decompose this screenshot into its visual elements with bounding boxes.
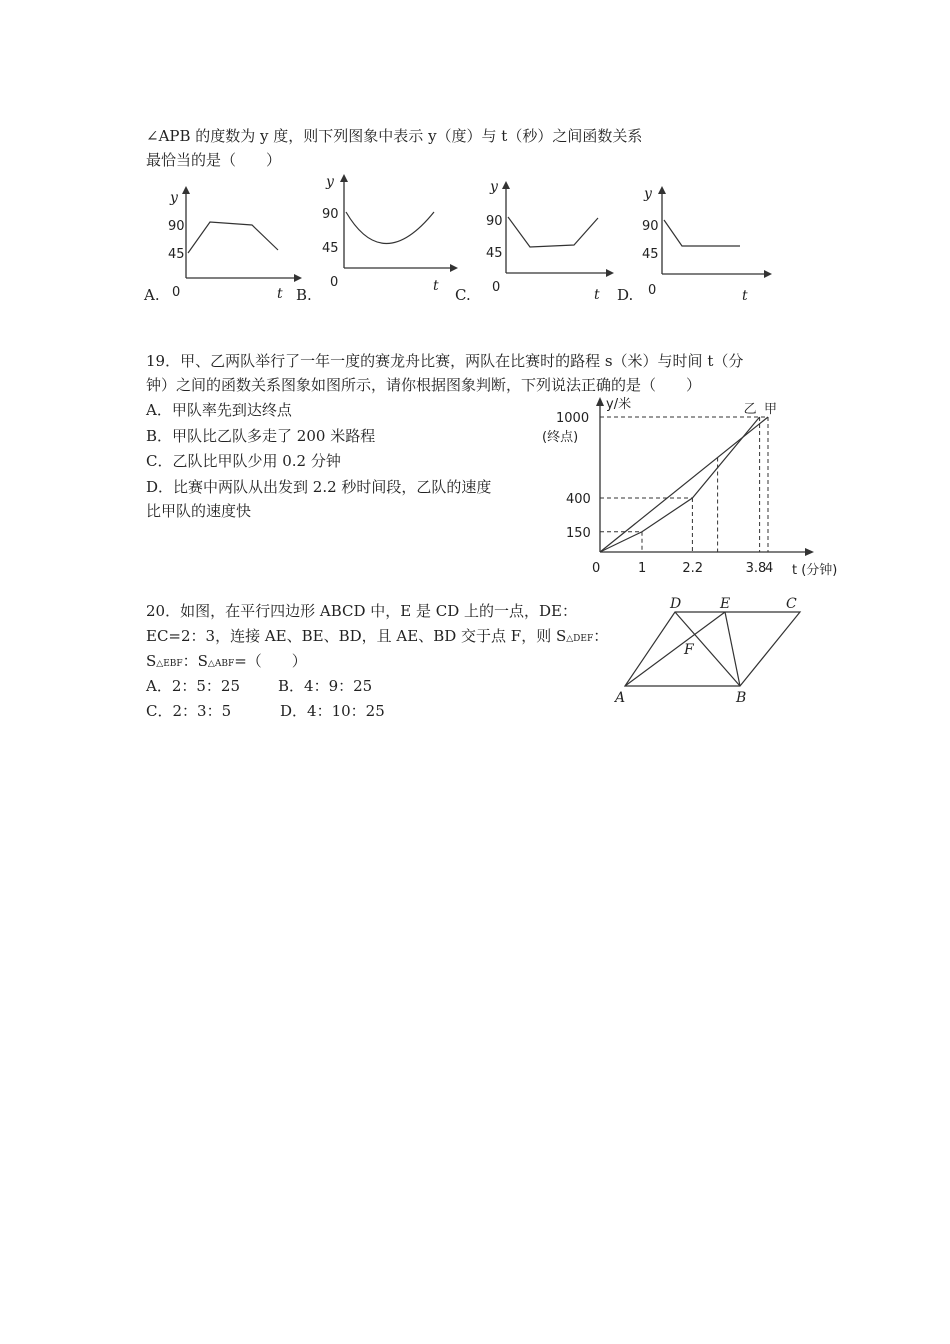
q19-option-c: C．乙队比甲队少用 0.2 分钟 [146,452,341,470]
q18-option-d: D. [617,286,634,304]
graph-a-tick-90: 90 [168,219,185,234]
q20-line1: 20．如图，在平行四边形 ABCD 中，E 是 CD 上的一点，DE： [146,602,577,620]
chart-y-label: y/米 [606,397,632,412]
graph-a-tick-45: 45 [168,247,185,262]
graph-c-tick-90: 90 [486,214,503,229]
graph-a-curve [188,222,278,253]
q20-option-c: C．2：3：5 [146,702,232,720]
segment-be [725,612,740,686]
graph-c-curve [508,217,598,247]
graph-d-y-label: y [644,186,652,202]
graph-c-tick-45: 45 [486,246,503,261]
q19-line2: 钟）之间的函数关系图象如图所示，请你根据图象判断，下列说法正确的是（ ） [146,376,702,394]
graph-d-tick-90: 90 [642,219,659,234]
point-e-label: E [720,596,731,612]
q20-figure [610,592,810,712]
x-tick-2: 2.2 [682,561,704,576]
y-tick-2: 1000 [556,411,590,426]
graph-c-origin: 0 [492,280,501,295]
q19-option-d-cont: 比甲队的速度快 [146,502,252,520]
parallelogram-abcd [625,612,800,686]
series-label-1: 乙 [743,402,757,417]
q19-option-d: D．比赛中两队从出发到 2.2 秒时间段，乙队的速度 [146,478,492,496]
graph-d-t-label: t [742,288,748,304]
q19-option-a: A．甲队率先到达终点 [146,401,292,419]
x-tick-1: 1 [638,561,647,576]
point-c-label: C [786,596,797,612]
q20-option-d: D．4：10：25 [280,702,385,720]
q19-option-b: B．甲队比乙队多走了 200 米路程 [146,427,376,445]
q18-line2: 最恰当的是（ ） [146,151,282,169]
x-tick-3: 3.8 [745,561,767,576]
q19-line1: 19．甲、乙两队举行了一年一度的赛龙舟比赛，两队在比赛时的路程 s（米）与时间 t（分 [146,352,744,370]
series-label-0: 甲 [764,402,778,417]
segment-ae [625,612,725,686]
q18-option-c: C. [455,286,471,304]
graph-b-origin: 0 [330,275,339,290]
q19-chart [530,392,860,582]
y-tick-0: 150 [566,525,591,541]
graph-d-tick-45: 45 [642,247,659,262]
graph-c [480,175,620,303]
graph-b-tick-90: 90 [322,207,339,222]
q20-option-a: A．2：5：25 [146,677,241,695]
graph-b [318,170,458,295]
graph-d-curve [664,220,740,246]
chart-x-label: t (分钟) [792,563,838,578]
q18-option-a: A. [144,286,160,304]
point-b-label: B [736,690,747,706]
graph-c-t-label: t [594,287,600,303]
point-f-label: F [684,642,694,658]
graph-d [640,180,780,304]
chart-y-sub-label: (终点) [542,430,579,445]
graph-d-origin: 0 [648,283,657,298]
graph-a-t-label: t [277,286,283,302]
graph-a-origin: 0 [172,285,181,300]
graph-b-y-label: y [326,174,334,190]
q20-line3: S△EBF：S△ABF=（ ） [146,652,307,670]
x-tick-0: 0 [592,561,601,576]
y-tick-1: 400 [566,492,591,507]
q20-option-b: B．4：9：25 [278,677,373,695]
graph-b-curve [346,212,434,244]
q18-line1: ∠APB 的度数为 y 度，则下列图象中表示 y（度）与 t（秒）之间函数关系 [146,127,643,145]
x-tick-4: 4 [765,561,774,576]
q18-option-b: B. [296,286,312,304]
point-d-label: D [670,596,682,612]
graph-a [160,180,300,300]
point-a-label: A [615,690,626,706]
graph-b-tick-45: 45 [322,241,339,256]
q20-line2: EC=2：3，连接 AE、BE、BD，且 AE、BD 交于点 F，则 S△DEF： [146,627,609,645]
graph-c-y-label: y [490,179,498,195]
graph-b-t-label: t [433,278,439,294]
graph-a-y-label: y [170,190,178,206]
